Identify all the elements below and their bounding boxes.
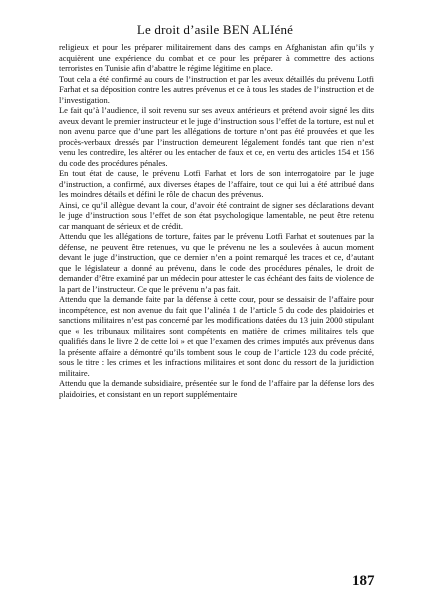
running-header: Le droit d’asile BEN ALIéné — [136, 22, 294, 37]
paragraph: Attendu que la demande subsidiaire, présentée sur le fond de l’affaire par la défense lors des plaidoiries, et consistant en un report supplémentaire — [59, 378, 374, 399]
paragraph: religieux et pour les préparer militairement dans des camps en Afghanistan afin qu’ils y acquièrent une expérience du combat et ce pour les préparer à commettre des actions terroristes en Tunisie afin d’abattre le régime légitime en place. — [59, 42, 374, 73]
paragraph: Tout cela a été confirmé au cours de l’instruction et par les aveux détaillés du prévenu Lotfi Farhat et sa déposition contre les autres prévenus et ce à tous les stades de l’instruction et de l’investigation. — [59, 73, 374, 105]
page-number: 187 — [352, 573, 375, 589]
paragraph: Le fait qu’à l’audience, il soit revenu sur ses aveux antérieurs et prétend avoir signé les dits aveux devant le premier instructeur et le juge d’instruction sous l’effet de la torture, est nul et non avenu parce que d’une part les allégations de torture n’ont pas été prouvées et que les procès-verbaux dressés par l’instruction demeurent légalement fondés tant que rien n’est venu les contredire, les altérer ou les entacher de faux et ce, en vertu des articles 154 et 156 du code des procédures pénales. — [59, 105, 374, 168]
paragraph: Attendu que les allégations de torture, faites par le prévenu Lotfi Farhat et soutenues par la défense, ne peuvent être retenues, vu que le prévenu ne les a soulevées à aucun moment devant le juge d’instruction, que ce dernier n’en a point remarqué les traces et ce, d’autant que le législateur a donné au prévenu, dans le code des procédures pénales, le droit de demander d’être examiné par un médecin pour attester le cas échéant des faits de violence de la part de l’instructeur. Ce que le prévenu n’a pas fait. — [59, 231, 374, 294]
paragraph: Attendu que la demande faite par la défense à cette cour, pour se dessaisir de l’affaire pour incompétence, est non avenue du fait que l’alinéa 1 de l’article 5 du code des plaidoiries et sanctions militaires n’est pas concerné par les modifications datées du 13 juin 2000 stipulant que « les tribunaux militaires sont compétents en matière de crimes militaires tels que qualifiés dans le livre 2 de cette loi » et que l’examen des crimes imputés aux prévenus dans la présente affaire a démontré qu’ils tombent sous le coup de l’article 123 du code précité, sous le titre : les crimes et les infractions militaires et sont donc du ressort de la juridiction militaire. — [59, 294, 374, 378]
body-text — [59, 42, 374, 399]
paragraph: Ainsi, ce qu’il allègue devant la cour, d’avoir été contraint de signer ses déclarations devant le juge d’instruction sous l’effet de son état psychologique lamentable, ne peut être retenu car manquant de sérieux et de crédit. — [59, 199, 374, 231]
paragraph: En tout état de cause, le prévenu Lotfi Farhat et lors de son interrogatoire par le juge d’instruction, a confirmé, aux diverses étapes de l’affaire, tout ce qui lui a été attribué dans les moindres détails et défini le rôle de chacun des prévenus. — [59, 168, 374, 199]
